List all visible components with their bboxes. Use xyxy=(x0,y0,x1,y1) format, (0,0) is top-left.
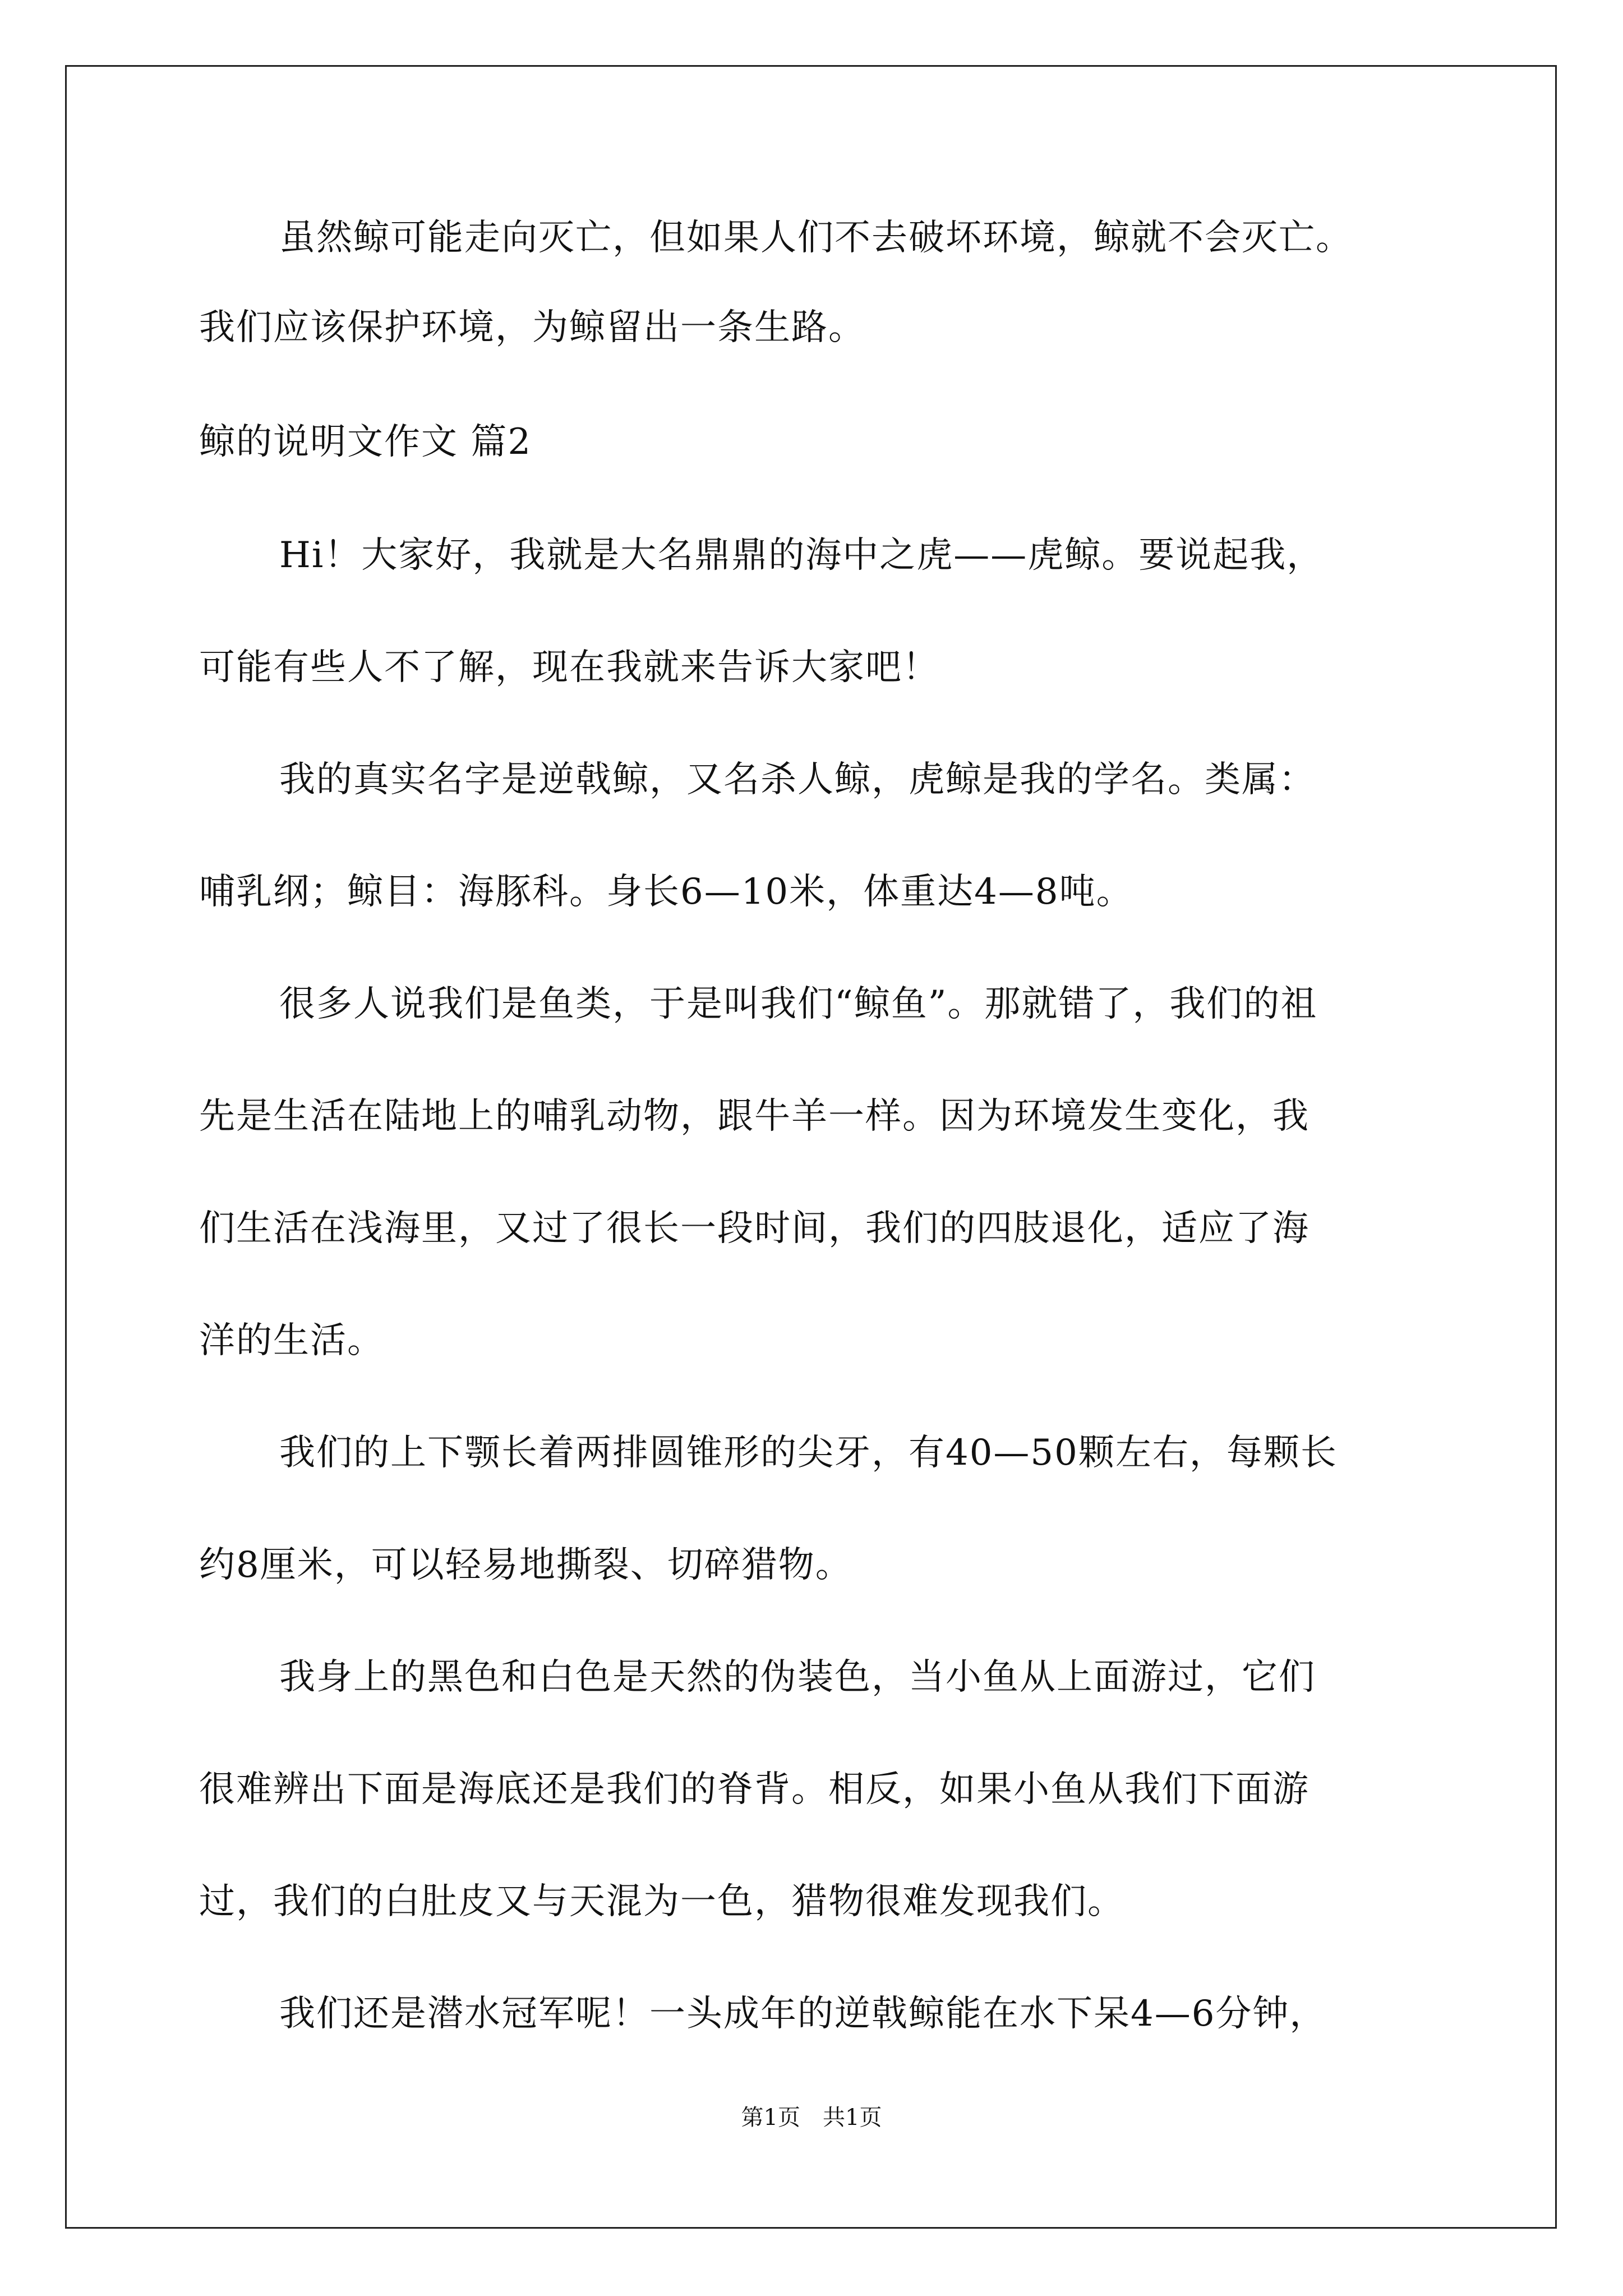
section-heading: 鲸的说明文作文 篇2 xyxy=(199,421,532,463)
paragraph-line: 先是生活在陆地上的哺乳动物，跟牛羊一样。因为环境发生变化，我 xyxy=(199,1096,1310,1137)
paragraph-line: 我身上的黑色和白色是天然的伪装色，当小鱼从上面游过，它们 xyxy=(279,1657,1316,1698)
paragraph-line: 洋的生活。 xyxy=(199,1320,384,1361)
paragraph-line: 我们还是潜水冠军呢！一头成年的逆戟鲸能在水下呆4—6分钟， xyxy=(279,1993,1327,2035)
paragraph-line: 可能有些人不了解，现在我就来告诉大家吧！ xyxy=(199,647,939,688)
paragraph-line: 约8厘米，可以轻易地撕裂、切碎猎物。 xyxy=(199,1544,852,1586)
page-footer: 第1页 共1页 xyxy=(741,2105,882,2131)
paragraph-line: 们生活在浅海里，又过了很长一段时间，我们的四肢退化，适应了海 xyxy=(199,1208,1310,1249)
paragraph-line: 虽然鲸可能走向灭亡，但如果人们不去破坏环境，鲸就不会灭亡。 xyxy=(279,217,1353,259)
paragraph-line: 过，我们的白肚皮又与天混为一色，猎物很难发现我们。 xyxy=(199,1881,1124,1922)
paragraph-line: 我们的上下颚长着两排圆锥形的尖牙，有40—50颗左右，每颗长 xyxy=(279,1432,1338,1474)
paragraph-line: 哺乳纲；鲸目：海豚科。身长6—10米，体重达4—8吨。 xyxy=(199,871,1133,913)
paragraph-line: Hi！大家好，我就是大名鼎鼎的海中之虎——虎鲸。要说起我， xyxy=(279,535,1324,576)
paragraph-line: 我们应该保护环境，为鲸留出一条生路。 xyxy=(199,307,865,348)
paragraph-line: 很难辨出下面是海底还是我们的脊背。相反，如果小鱼从我们下面游 xyxy=(199,1769,1310,1810)
paragraph-line: 很多人说我们是鱼类，于是叫我们“鲸鱼”。那就错了，我们的祖 xyxy=(279,983,1318,1025)
paragraph-line: 我的真实名字是逆戟鲸，又名杀人鲸，虎鲸是我的学名。类属： xyxy=(279,759,1316,800)
